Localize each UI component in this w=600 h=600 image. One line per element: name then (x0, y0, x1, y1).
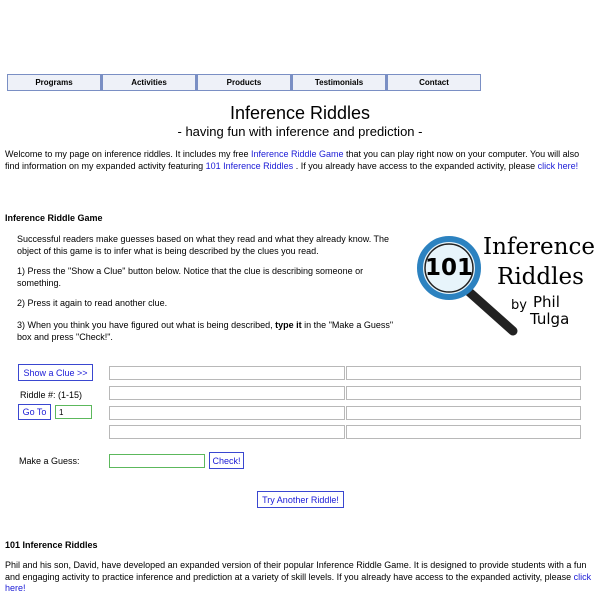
clue-cell (346, 366, 581, 380)
riddle-number-label: Riddle #: (1-15) (20, 390, 83, 400)
game-link[interactable]: Inference Riddle Game (250, 149, 344, 159)
step-2: 2) Press it again to read another clue. (17, 298, 168, 308)
step-3-text-b: in the "Make a Guess" box and press "Check!". (17, 320, 394, 342)
clue-cell (346, 425, 581, 439)
logo-author-1: Phil (533, 293, 560, 311)
clue-cell (346, 406, 581, 420)
game-intro: Successful readers make guesses based on what they read and what they already know. The object of this game is to infer what is being described by the clues you read. (17, 234, 390, 256)
clue-cell (109, 406, 345, 420)
game-heading: Inference Riddle Game (5, 213, 103, 223)
page-subtitle: - having fun with inference and prediction - (177, 124, 423, 139)
logo-number: 101 (425, 255, 474, 281)
expanded-click-here-link[interactable]: click here! (5, 571, 592, 593)
check-button[interactable]: Check! (209, 452, 244, 469)
go-to-button[interactable]: Go To (18, 404, 51, 420)
step-3 (17, 320, 397, 343)
expanded-text: Phil and his son, David, have developed an expanded version of their popular Inference Riddle Game. It is designed to provide students with a fun and engaging activity to practice inference and prediction at a variety of skill levels. If you already have access to the expanded activity, please (5, 560, 587, 582)
clue-cell (109, 366, 345, 380)
page-title: Inference Riddles (229, 103, 371, 123)
nav-contact[interactable]: Contact (386, 74, 481, 91)
expanded-paragraph (5, 560, 595, 595)
guess-input[interactable] (109, 454, 205, 468)
try-another-riddle-button[interactable]: Try Another Riddle! (257, 491, 344, 508)
click-here-link[interactable]: click here! (537, 160, 579, 171)
intro-paragraph (5, 149, 595, 172)
expanded-heading: 101 Inference Riddles (5, 540, 98, 550)
step-3-emphasis: type it (275, 320, 302, 330)
intro-text-3: . If you already have access to the expanded activity, please (293, 160, 538, 171)
nav-testimonials[interactable]: Testimonials (291, 74, 386, 91)
expanded-activity-link[interactable]: 101 Inference Riddles (205, 160, 294, 171)
clue-cell (109, 386, 345, 400)
logo-line-1: Inference (483, 234, 595, 260)
logo-by: by (511, 298, 527, 313)
step-1: 1) Press the "Show a Clue" button below. Notice that the clue is describing someone or something. (17, 266, 364, 288)
nav-activities[interactable]: Activities (101, 74, 196, 91)
intro-text-2: that you can play right now on your computer. You will also find information on my expanded activity featuring (5, 149, 580, 171)
riddle-number-input[interactable] (55, 405, 92, 419)
step-3-text-a: 3) When you think you have figured out what is being described, (17, 320, 276, 330)
main-nav (7, 74, 481, 91)
guess-label: Make a Guess: (19, 456, 80, 466)
logo-author-2: Tulga (530, 310, 570, 328)
clue-cell (346, 386, 581, 400)
logo-line-2: Riddles (497, 264, 584, 290)
inference-riddles-logo (415, 228, 595, 338)
show-clue-button[interactable]: Show a Clue >> (18, 364, 93, 381)
clue-cell (109, 425, 345, 439)
nav-products[interactable]: Products (196, 74, 291, 91)
nav-programs[interactable]: Programs (7, 74, 101, 91)
intro-text-1: Welcome to my page on inference riddles. It includes my free (5, 149, 251, 159)
